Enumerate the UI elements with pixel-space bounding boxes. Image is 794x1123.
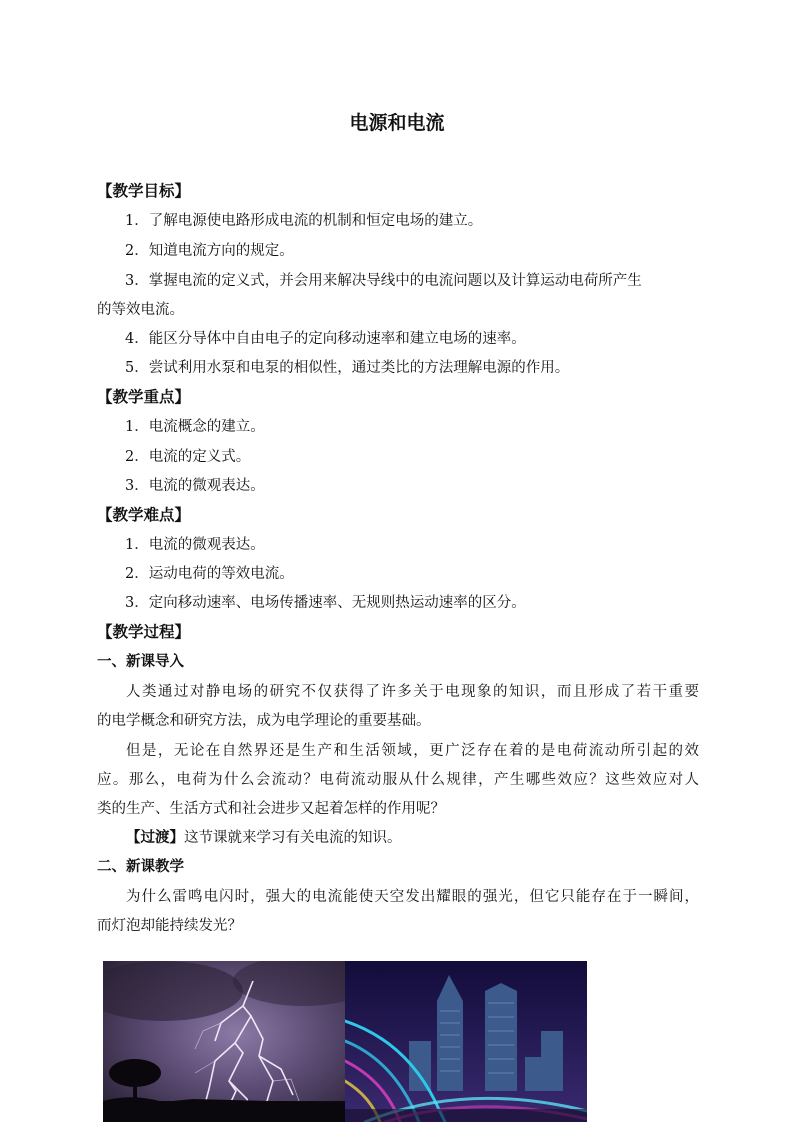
teaching-paragraph-line: 而灯泡却能持续发光？ — [97, 918, 242, 934]
objective-item: 5．尝试利用水泵和电泵的相似性，通过类比的方法理解电源的作用。 — [125, 360, 570, 376]
key-point-item: 2．电流的定义式。 — [125, 449, 251, 465]
difficulty-item: 3．定向移动速率、电场传播速率、无规则热运动速率的区分。 — [125, 595, 526, 611]
intro-paragraph-line: 类的生产、生活方式和社会进步又起着怎样的作用呢？ — [97, 801, 445, 817]
transition-line — [97, 823, 699, 853]
objective-item: 3．掌握电流的定义式，并会用来解决导线中的电流问题以及计算运动电荷所产生 — [125, 273, 642, 289]
objective-item: 2．知道电流方向的规定。 — [125, 243, 294, 259]
difficulties-heading: 【教学难点】 — [97, 506, 191, 524]
objective-item: 4．能区分导体中自由电子的定向移动速率和建立电场的速率。 — [125, 331, 526, 347]
difficulty-item: 2．运动电荷的等效电流。 — [125, 566, 294, 582]
difficulty-item: 1．电流的微观表达。 — [125, 537, 265, 553]
lightning-photo — [103, 961, 345, 1122]
objective-item: 1．了解电源使电路形成电流的机制和恒定电场的建立。 — [125, 213, 483, 229]
teaching-paragraph-line: 为什么雷鸣电闪时，强大的电流能使天空发出耀眼的强光，但它只能存在于一瞬间， — [126, 889, 699, 905]
key-point-item: 3．电流的微观表达。 — [125, 478, 265, 494]
transition-text: 这节课就来学习有关电流的知识。 — [184, 830, 402, 846]
objective-item-continuation: 的等效电流。 — [97, 302, 184, 318]
comparison-figure — [103, 961, 587, 1122]
page-title: 电源和电流 — [349, 112, 445, 134]
teaching-heading: 二、新课教学 — [97, 859, 184, 875]
intro-heading: 一、新课导入 — [97, 654, 184, 670]
objectives-heading: 【教学目标】 — [97, 182, 191, 200]
intro-paragraph-line: 但是，无论在自然界还是生产和生活领域，更广泛存在着的是电荷流动所引起的效 — [126, 743, 699, 759]
city-lights-photo — [345, 961, 587, 1122]
intro-paragraph-line: 的电学概念和研究方法，成为电学理论的重要基础。 — [97, 713, 431, 729]
transition-tag: 【过渡】 — [126, 830, 184, 846]
key-points-heading: 【教学重点】 — [97, 388, 191, 406]
key-point-item: 1．电流概念的建立。 — [125, 419, 265, 435]
intro-paragraph-line: 人类通过对静电场的研究不仅获得了许多关于电现象的知识，而且形成了若干重要 — [126, 684, 699, 700]
process-heading: 【教学过程】 — [97, 623, 191, 641]
intro-paragraph-line: 应。那么，电荷为什么会流动？电荷流动服从什么规律，产生哪些效应？这些效应对人 — [97, 772, 699, 788]
